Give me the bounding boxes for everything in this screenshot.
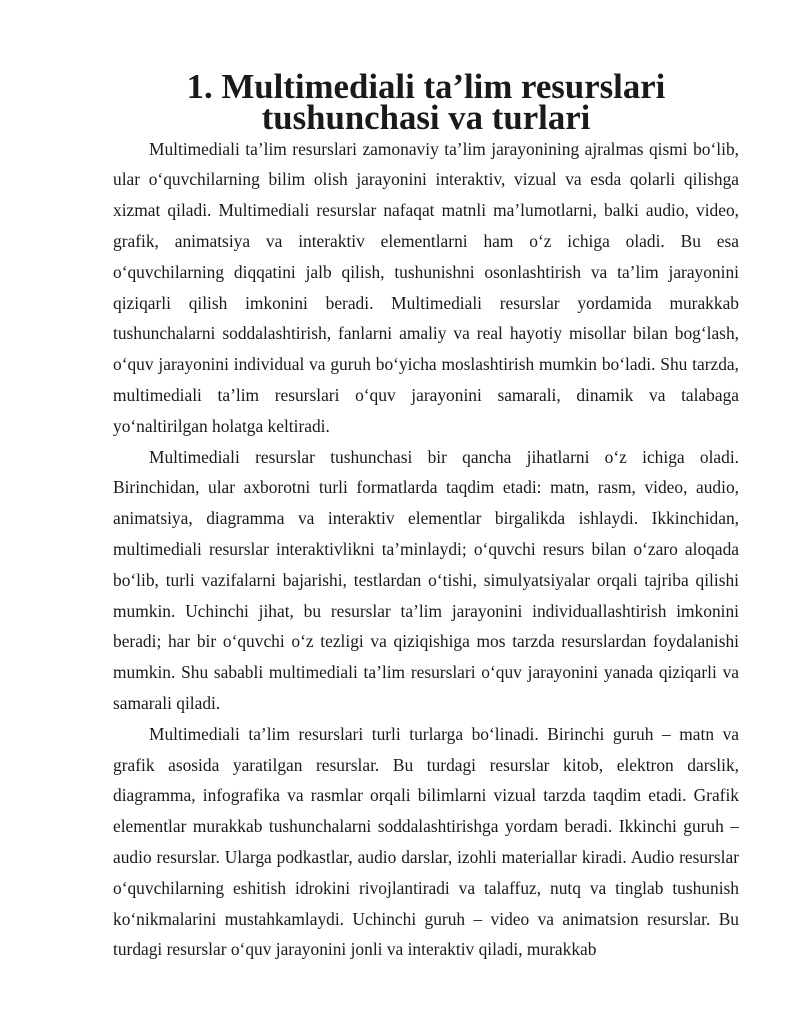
paragraph-definition: Multimediali ta’lim resurslari zamonaviy ta’lim jarayonining ajralmas qismi bo‘lib, ular o‘quvchilarning bilim olish jarayonini interaktiv, vizual va esda qolarli qilishga xizmat qiladi. Multimediali resurslar nafaqat matnli ma’lumotlarni, balki audio, video, grafik, animatsiya va interaktiv elementlarni ham o‘z ichiga oladi. Bu esa o‘quvchilarning diqqatini jalb qilish, tushunishni osonlashtirish va ta’lim jarayonini qiziqarli qilish imkonini beradi. Multimediali resurslar yordamida murakkab tushunchalarni soddalashtirish, fanlarni amaliy va real hayotiy misollar bilan bog‘lash, o‘quv jarayonini individual va guruh bo‘yicha moslashtirish mumkin bo‘ladi. Shu tarzda, multimediali ta’lim resurslari o‘quv jarayonini samarali, dinamik va talabaga yo‘naltirilgan holatga keltiradi. [113,138,739,436]
section-title: 1. Multimediali ta’lim resurslari tushunchasi va turlari [186,67,666,137]
document-page [113,67,739,965]
paragraph-types: Multimediali ta’lim resurslari turli turlarga bo‘linadi. Birinchi guruh – matn va grafik asosida yaratilgan resurslar. Bu turdagi resurslar kitob, elektron darslik, diagramma, infografika va rasmlar orqali bilimlarni vizual tarzda taqdim etadi. Grafik elementlar murakkab tushunchalarni soddalashtirishga yordam beradi. Ikkinchi guruh – audio resurslar. Ularga podkastlar, audio darslar, izohli materiallar kiradi. Audio resurslar o‘quvchilarning eshitish idrokini rivojlantiradi va talaffuz, nutq va tinglab tushunish ko‘nikmalarini mustahkamlaydi. Uchinchi guruh – video va animatsion resurslar. Bu turdagi resurslar o‘quv jarayonini jonli va interaktiv qiladi, murakkab [113,723,739,960]
paragraph-aspects: Multimediali resurslar tushunchasi bir qancha jihatlarni o‘z ichiga oladi. Birinchidan, ular axborotni turli formatlarda taqdim etadi: matn, rasm, video, audio, animatsiya, diagramma va interaktiv elementlar birgalikda ishlaydi. Ikkinchidan, multimediali resurslar interaktivlikni ta’minlaydi; o‘quvchi resurs bilan o‘zaro aloqada bo‘lib, turli vazifalarni bajarishi, testlardan o‘tishi, simulyatsiyalar orqali tajriba qilishi mumkin. Uchinchi jihat, bu resurslar ta’lim jarayonini individuallashtirish imkonini beradi; har bir o‘quvchi o‘z tezligi va qiziqishiga mos tarzda resurslardan foydalanishi mumkin. Shu sababli multimediali ta’lim resurslari o‘quv jarayonini yanada qiziqarli va samarali qiladi. [113,446,739,713]
